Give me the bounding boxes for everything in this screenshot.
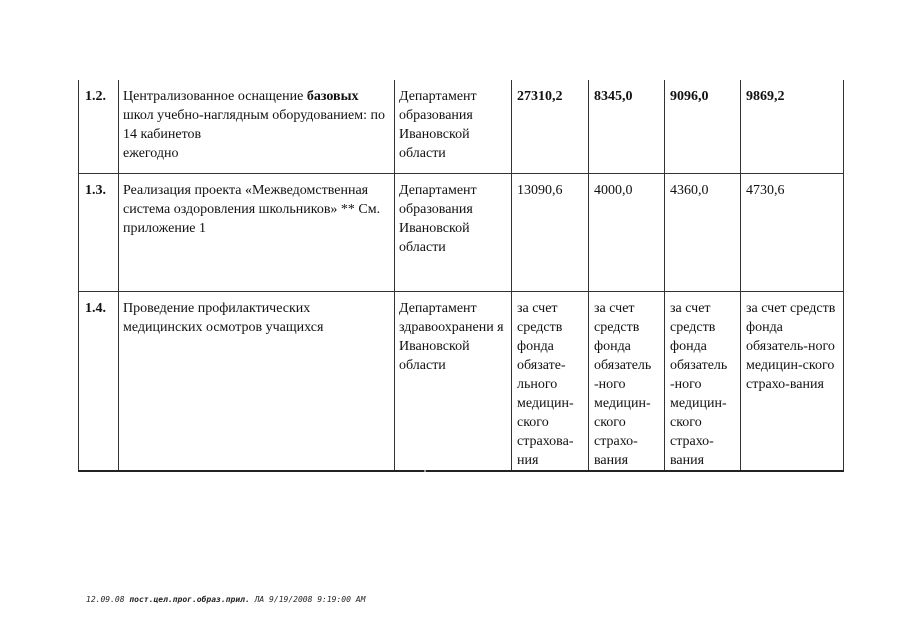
row-description: Централизованное оснащение базовых школ учебно-наглядным оборудованием: по 14 кабинетов ежегодно — [119, 80, 395, 173]
row-department: Департамент здравоохранени я Ивановской области — [395, 291, 512, 471]
footer-date: 12.09.08 — [86, 595, 125, 604]
row-number: 1.2. — [79, 80, 119, 173]
row-year-1: 4000,0 — [589, 173, 665, 291]
row-year-1: 8345,0 — [589, 80, 665, 173]
table-row — [79, 173, 844, 291]
scan-speck — [424, 470, 426, 472]
document-footer — [86, 595, 365, 604]
table-row — [79, 291, 844, 471]
row-department: Департамент образования Ивановской области — [395, 173, 512, 291]
row-year-2: 9096,0 — [665, 80, 741, 173]
row-description: Проведение профилактических медицинских осмотров учащихся — [119, 291, 395, 471]
row-year-2: за счет средств фонда обязатель -ного медицин-ского страхо-вания — [665, 291, 741, 471]
footer-meta: ЛА 9/19/2008 9:19:00 AM — [254, 595, 366, 604]
row-total: 13090,6 — [512, 173, 589, 291]
row-number: 1.3. — [79, 173, 119, 291]
row-number: 1.4. — [79, 291, 119, 471]
row-year-1: за счет средств фонда обязатель -ного медицин-ского страхо-вания — [589, 291, 665, 471]
program-table — [78, 80, 844, 472]
row-description: Реализация проекта «Межведомственная система оздоровления школьников» ** См. приложение 1 — [119, 173, 395, 291]
row-department: Департамент образования Ивановской области — [395, 80, 512, 173]
row-year-2: 4360,0 — [665, 173, 741, 291]
row-year-3: 4730,6 — [741, 173, 844, 291]
footer-filename: пост.цел.прог.образ.прил. — [129, 595, 250, 604]
row-year-3: 9869,2 — [741, 80, 844, 173]
row-year-3: за счет средств фонда обязатель-ного медицин-ского страхо-вания — [741, 291, 844, 471]
row-total: 27310,2 — [512, 80, 589, 173]
row-total: за счет средств фонда обязате-льного медицин-ского страхова-ния — [512, 291, 589, 471]
table-row — [79, 80, 844, 173]
